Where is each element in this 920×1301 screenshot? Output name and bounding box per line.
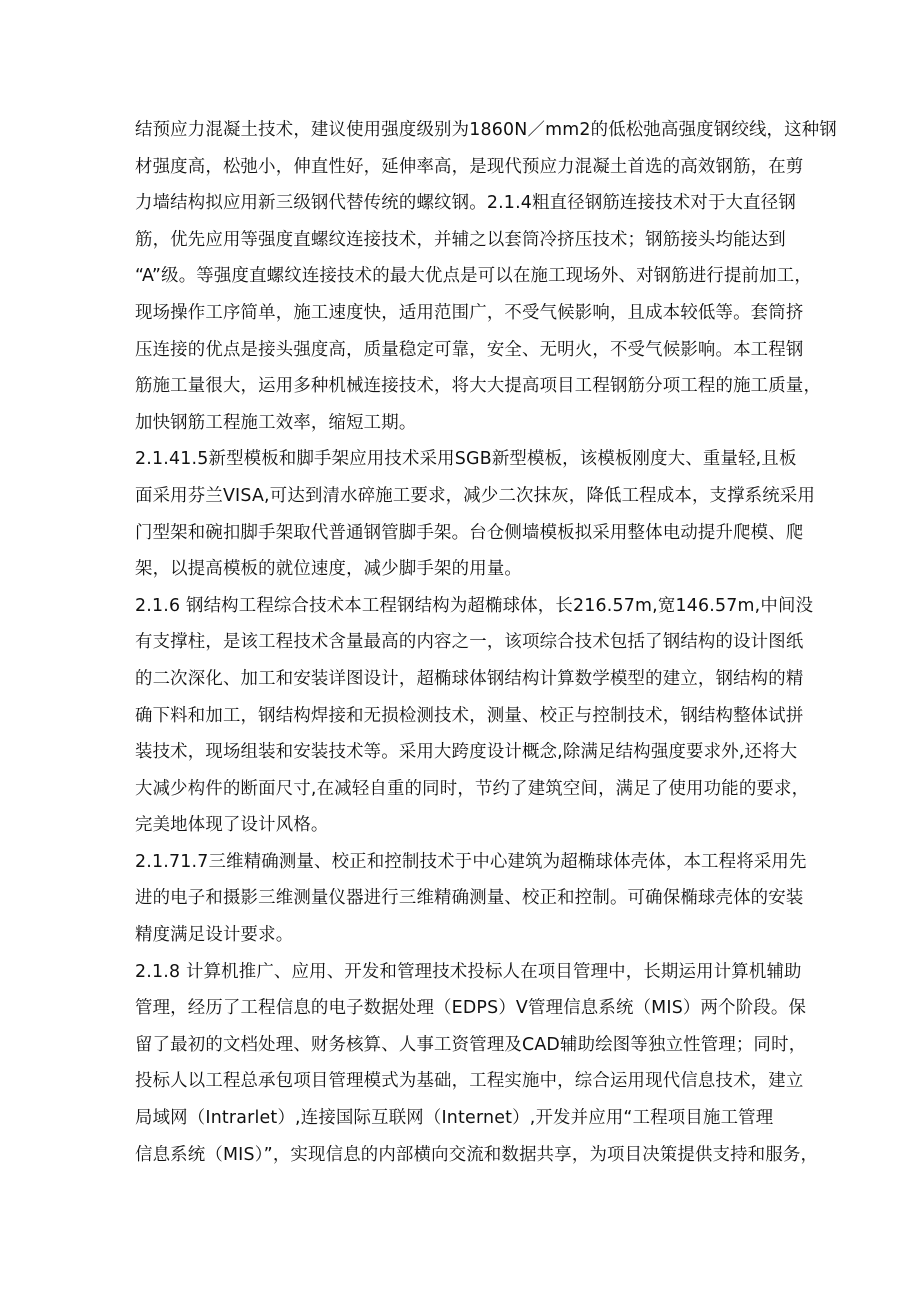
text-line: 面采用芬兰VISA,可达到清水碎施工要求，减少二次抹灰，降低工程成本，支撑系统采用 bbox=[135, 485, 816, 506]
body-text bbox=[135, 112, 837, 1173]
text-line: 筋施工量很大，运用多种机械连接技术，将大大提高项目工程钢筋分项工程的施工质量， bbox=[135, 376, 822, 397]
text-line: 管理，经历了工程信息的电子数据处理（EDPS）V管理信息系统（MIS）两个阶段。保 bbox=[135, 998, 807, 1019]
text-line: 现场操作工序简单，施工速度快，适用范围广，不受气候影响，且成本较低等。套筒挤 bbox=[135, 302, 804, 323]
text-line: 力墙结构拟应用新三级钢代替传统的螺纹钢。2.1.4粗直径钢筋连接技术对于大直径钢 bbox=[135, 193, 796, 214]
text-line: 留了最初的文档处理、财务核算、人事工资管理及CAD辅助绘图等独立性管理；同时， bbox=[135, 1034, 807, 1055]
text-line: 架，以提高模板的就位速度，减少脚手架的用量。 bbox=[135, 559, 522, 580]
text-line: 2.1.6 钢结构工程综合技术本工程钢结构为超椭球体，长216.57m,宽146.57m,中间没 bbox=[135, 595, 814, 616]
text-line: 门型架和碗扣脚手架取代普通钢管脚手架。台仓侧墙模板拟采用整体电动提升爬模、爬 bbox=[135, 522, 804, 543]
text-line: 装技术，现场组装和安装技术等。采用大跨度设计概念,除满足结构强度要求外,还将大 bbox=[135, 742, 798, 763]
text-line: 筋，优先应用等强度直螺纹连接技术，并辅之以套筒冷挤压技术；钢筋接头均能达到 bbox=[135, 229, 786, 250]
text-line: 压连接的优点是接头强度高，质量稳定可靠，安全、无明火，不受气候影响。本工程钢 bbox=[135, 339, 804, 360]
text-line: 确下料和加工，钢结构焊接和无损检测技术，测量、校正与控制技术，钢结构整体试拼 bbox=[135, 705, 804, 726]
text-line: 局域网（Intrarlet）,连接国际互联网（Internet）,开发并应用“工程项目施工管理 bbox=[135, 1108, 774, 1129]
text-line: 完美地体现了设计风格。 bbox=[135, 815, 329, 836]
text-line: 的二次深化、加工和安装详图设计，超椭球体钢结构计算数学模型的建立，钢结构的精 bbox=[135, 668, 804, 689]
text-line: 2.1.41.5新型模板和脚手架应用技术采用SGB新型模板，该模板刚度大、重量轻,且板 bbox=[135, 449, 797, 470]
text-line: 材强度高，松弛小，伸直性好，延伸率高，是现代预应力混凝土首选的高效钢筋，在剪 bbox=[135, 156, 804, 177]
text-line: 有支撑柱，是该工程技术含量最高的内容之一，该项综合技术包括了钢结构的设计图纸 bbox=[135, 632, 804, 653]
text-line: “A”级。等强度直螺纹连接技术的最大优点是可以在施工现场外、对钢筋进行提前加工， bbox=[135, 266, 812, 287]
text-line: 进的电子和摄影三维测量仪器进行三维精确测量、校正和控制。可确保椭球壳体的安装 bbox=[135, 888, 804, 909]
text-line: 2.1.71.7三维精确测量、校正和控制技术于中心建筑为超椭球体壳体，本工程将采用先 bbox=[135, 851, 807, 872]
text-line: 2.1.8 计算机推广、应用、开发和管理技术投标人在项目管理中，长期运用计算机辅助 bbox=[135, 961, 802, 982]
text-line: 加快钢筋工程施工效率，缩短工期。 bbox=[135, 412, 417, 433]
text-line: 信息系统（MIS）”，实现信息的内部横向交流和数据共享，为项目决策提供支持和服务， bbox=[135, 1144, 819, 1165]
text-line: 大减少构件的断面尺寸,在减轻自重的同时，节约了建筑空间，满足了使用功能的要求， bbox=[135, 778, 810, 799]
text-line: 精度满足设计要求。 bbox=[135, 925, 294, 946]
text-line: 投标人以工程总承包项目管理模式为基础，工程实施中，综合运用现代信息技术，建立 bbox=[135, 1071, 804, 1092]
text-line: 结预应力混凝土技术，建议使用强度级别为1860N／mm2的低松弛高强度钢绞线，这种钢 bbox=[135, 120, 837, 140]
